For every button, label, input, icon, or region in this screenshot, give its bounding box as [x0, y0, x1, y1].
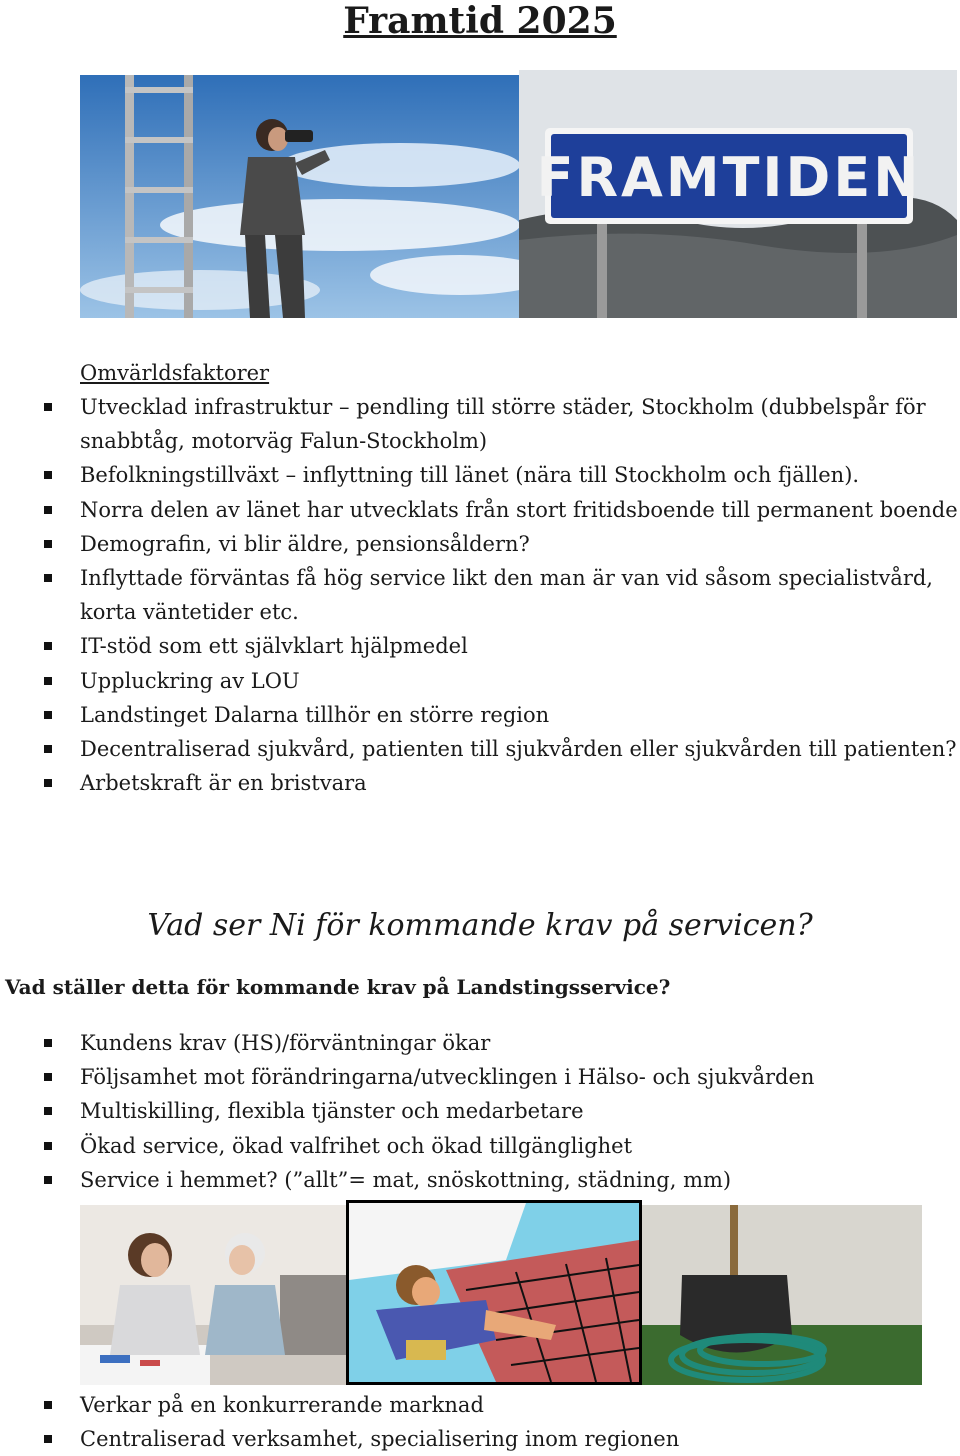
bullet-list-marknad — [0, 1388, 900, 1456]
woman-with-binoculars-on-ladder-photo — [80, 75, 519, 318]
sign-text: FRAMTIDEN — [536, 146, 922, 209]
list-item: Ökad service, ökad valfrihet och ökad tillgänglighet — [0, 1129, 900, 1163]
bullet-list-krav — [0, 1026, 900, 1197]
shovel-and-garden-hose-photo — [642, 1205, 922, 1385]
bullet-list-omvarldsfaktorer — [0, 390, 960, 800]
list-item: Landstinget Dalarna tillhör en större region — [0, 698, 960, 732]
list-item: Utvecklad infrastruktur – pendling till större städer, Stockholm (dubbelspår för snabbtåg, motorväg Falun-Stockholm) — [0, 390, 960, 458]
list-item: Multiskilling, flexibla tjänster och medarbetare — [0, 1094, 900, 1128]
man-laying-tiles-clipart — [346, 1200, 642, 1385]
list-item: Demografin, vi blir äldre, pensionsåldern? — [0, 527, 960, 561]
list-item: Uppluckring av LOU — [0, 664, 960, 698]
list-item: Arbetskraft är en bristvara — [0, 766, 960, 800]
list-item: IT-stöd som ett självklart hjälpmedel — [0, 629, 960, 663]
road-sign-photo — [519, 70, 957, 318]
list-item: Följsamhet mot förändringarna/utvecklingen i Hälso- och sjukvården — [0, 1060, 900, 1094]
caregiver-and-elderly-woman-photo — [80, 1205, 346, 1385]
page-title: Framtid 2025 — [343, 0, 617, 42]
list-item: Centraliserad verksamhet, specialisering inom regionen — [0, 1422, 900, 1456]
list-item: Befolkningstillväxt – inflyttning till länet (nära till Stockholm och fjällen). — [0, 458, 960, 492]
list-item: Norra delen av länet har utvecklats från stort fritidsboende till permanent boende — [0, 493, 960, 527]
question-service-demands: Vad ser Ni för kommande krav på servicen? — [147, 908, 813, 943]
section-heading-omvarldsfaktorer: Omvärldsfaktorer — [80, 361, 270, 385]
question-landstingsservice: Vad ställer detta för kommande krav på Landstingsservice? — [5, 975, 671, 999]
list-item: Service i hemmet? (”allt”= mat, snöskottning, städning, mm) — [0, 1163, 900, 1197]
list-item: Verkar på en konkurrerande marknad — [0, 1388, 900, 1422]
list-item: Decentraliserad sjukvård, patienten till sjukvården eller sjukvården till patienten? — [0, 732, 960, 766]
list-item: Kundens krav (HS)/förväntningar ökar — [0, 1026, 900, 1060]
list-item: Inflyttade förväntas få hög service likt den man är van vid såsom specialistvård, korta väntetider etc. — [0, 561, 960, 629]
